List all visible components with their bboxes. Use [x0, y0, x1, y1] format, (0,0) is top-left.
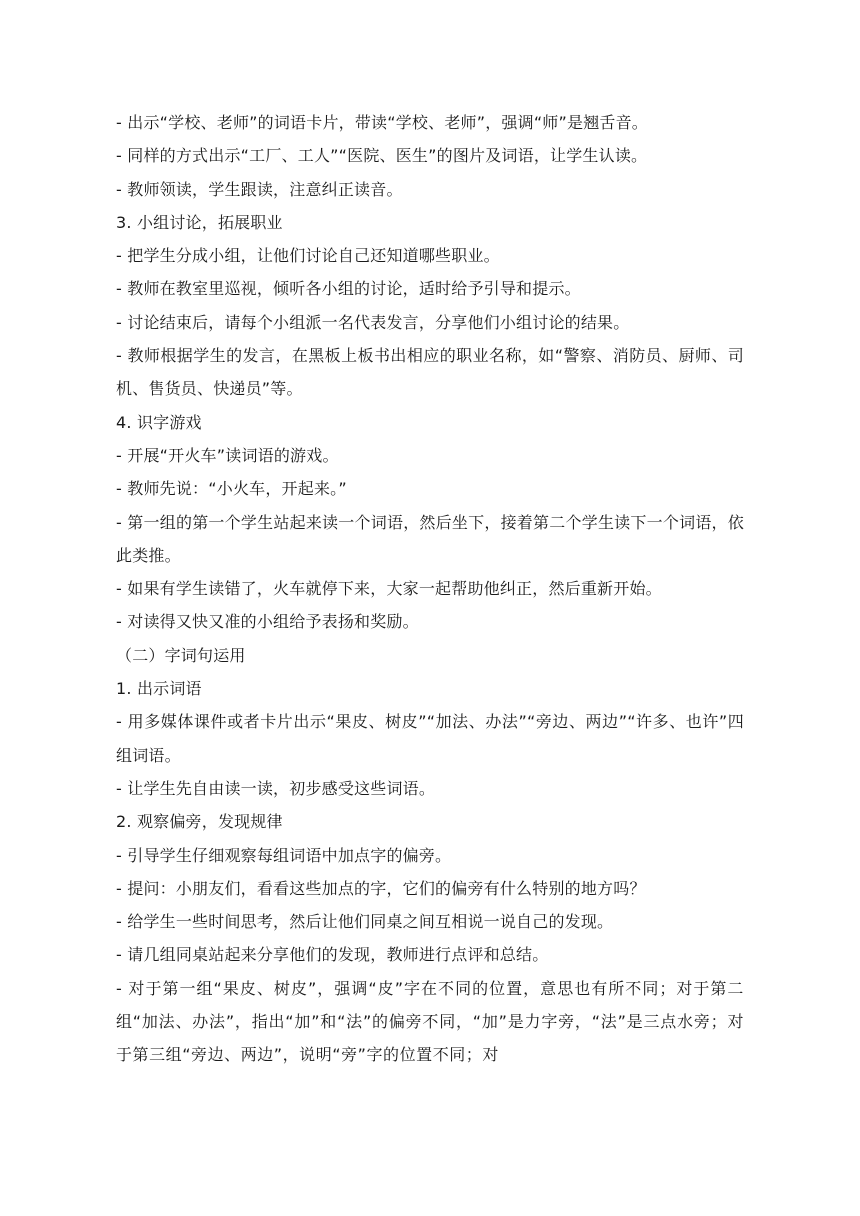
list-item-show-factory-hospital: - 同样的方式出示“工厂、工人”“医院、医生”的图片及词语，让学生认读。 — [116, 146, 648, 166]
list-item-teacher-lead-reading: - 教师领读，学生跟读，注意纠正读音。 — [116, 179, 403, 199]
list-item-teacher-patrol: - 教师在教室里巡视，倾听各小组的讨论，适时给予引导和提示。 — [116, 279, 581, 299]
section-heading-literacy-game: 4. 识字游戏 — [116, 412, 202, 432]
subheading-show-words: 1. 出示词语 — [116, 679, 202, 699]
list-item-divide-groups: - 把学生分成小组，让他们讨论自己还知道哪些职业。 — [116, 246, 500, 266]
list-item-group-explanations: - 对于第一组“果皮、树皮”，强调“皮”字在不同的位置，意思也有所不同；对于第二组“加法、办法”，指出“加”和“法”的偏旁不同，“加”是力字旁，“法”是三点水旁；对于第三组“旁边、两边”，说明“旁”字的位置不同；对 — [116, 978, 744, 1065]
list-item-free-reading: - 让学生先自由读一读，初步感受这些词语。 — [116, 778, 436, 798]
list-item-first-student-reads: - 第一组的第一个学生站起来读一个词语，然后坐下，接着第二个学生读下一个词语，依此类推。 — [116, 512, 744, 565]
section-heading-group-discussion: 3. 小组讨论，拓展职业 — [116, 212, 283, 232]
list-item-group-representative: - 讨论结束后，请每个小组派一名代表发言，分享他们小组讨论的结果。 — [116, 312, 630, 332]
list-item-train-game: - 开展“开火车”读词语的游戏。 — [116, 445, 339, 465]
list-item-observe-radicals: - 引导学生仔细观察每组词语中加点字的偏旁。 — [116, 845, 452, 865]
list-item-mistake-correction: - 如果有学生读错了，火车就停下来，大家一起帮助他纠正，然后重新开始。 — [116, 579, 662, 599]
subheading-observe-radicals: 2. 观察偏旁，发现规律 — [116, 812, 283, 832]
list-item-multimedia-words: - 用多媒体课件或者卡片出示“果皮、树皮”“加法、办法”“旁边、两边”“许多、也许”四组词语。 — [116, 712, 744, 765]
list-item-praise-groups: - 对读得又快又准的小组给予表扬和奖励。 — [116, 612, 419, 632]
section-heading-word-usage: （二）字词句运用 — [116, 645, 246, 665]
list-item-question: - 提问：小朋友们，看看这些加点的字，它们的偏旁有什么特别的地方吗？ — [116, 878, 646, 898]
document-body — [116, 106, 744, 1072]
list-item-blackboard-professions: - 教师根据学生的发言，在黑板上板书出相应的职业名称，如“警察、消防员、厨师、司机、售货员、快递员”等。 — [116, 346, 744, 399]
list-item-share-findings: - 请几组同桌站起来分享他们的发现，教师进行点评和总结。 — [116, 945, 549, 965]
list-item-think-time: - 给学生一些时间思考，然后让他们同桌之间互相说一说自己的发现。 — [116, 912, 614, 932]
list-item-show-school-teacher: - 出示“学校、老师”的词语卡片，带读“学校、老师”，强调“师”是翘舌音。 — [116, 113, 648, 132]
list-item-teacher-says: - 教师先说：“小火车，开起来。” — [116, 479, 347, 499]
